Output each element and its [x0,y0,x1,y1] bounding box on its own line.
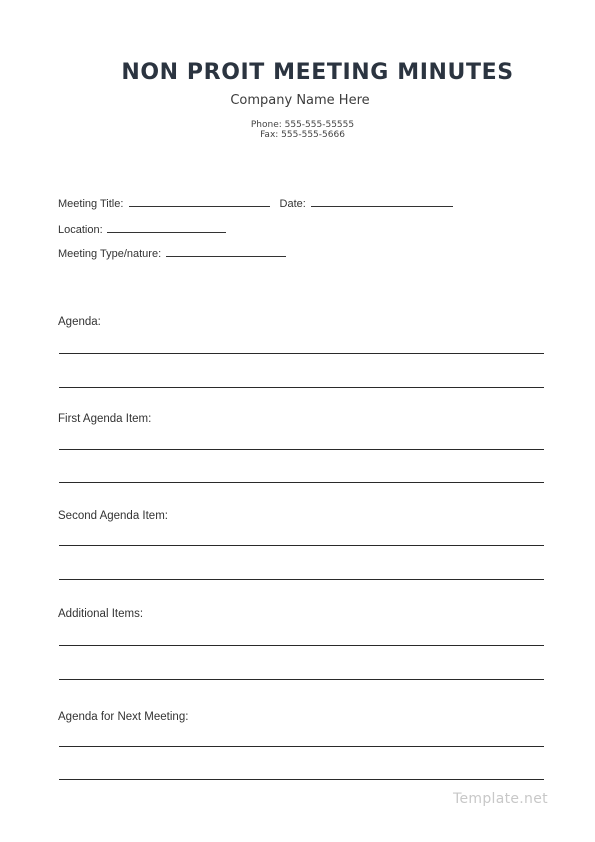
additional-items-label: Additional Items: [58,608,144,620]
agenda-line-1[interactable] [59,353,544,354]
meeting-title-blank[interactable] [129,196,270,207]
meeting-title-label: Meeting Title: [58,198,124,210]
location-row [58,222,226,236]
first-agenda-line-1[interactable] [59,449,544,450]
agenda-line-2[interactable] [59,387,544,388]
meeting-type-label: Meeting Type/nature: [58,248,162,260]
first-agenda-item-label: First Agenda Item: [58,413,152,425]
page-title: NON PROIT MEETING MINUTES [121,60,514,85]
next-meeting-line-2[interactable] [59,779,544,780]
watermark-logo: Template.net [453,791,548,807]
second-agenda-line-1[interactable] [59,545,544,546]
fax-line: Fax: 555-555-5666 [260,130,345,140]
location-label: Location: [58,224,103,236]
date-blank[interactable] [311,196,453,207]
phone-line: Phone: 555-555-55555 [250,120,355,130]
agenda-label: Agenda: [58,316,101,328]
next-meeting-line-1[interactable] [59,746,544,747]
additional-line-1[interactable] [59,645,544,646]
date-label: Date: [279,198,306,210]
meeting-type-row [58,246,286,260]
meeting-title-row [58,196,453,210]
second-agenda-item-label: Second Agenda Item: [58,510,168,522]
additional-line-2[interactable] [59,679,544,680]
second-agenda-line-2[interactable] [59,579,544,580]
meeting-type-blank[interactable] [166,246,286,257]
location-blank[interactable] [107,222,226,233]
next-meeting-agenda-label: Agenda for Next Meeting: [58,711,189,723]
company-name: Company Name Here [230,93,370,108]
first-agenda-line-2[interactable] [59,482,544,483]
